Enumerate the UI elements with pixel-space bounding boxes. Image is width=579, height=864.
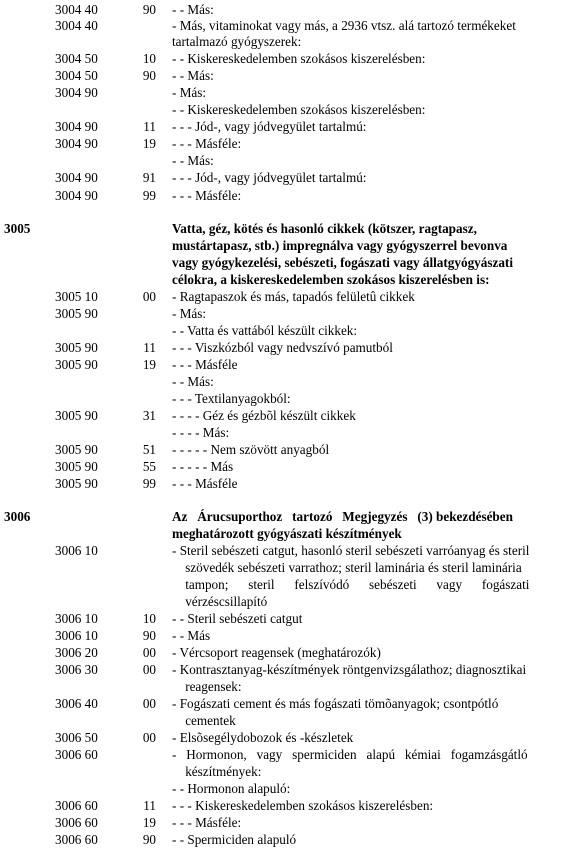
tariff-code: 3004 90 <box>55 136 98 151</box>
sub-code: 11 <box>143 340 156 355</box>
item-description: reagensek: <box>172 679 242 694</box>
sub-code: 31 <box>142 408 156 423</box>
item-description: - - Más: <box>172 153 214 168</box>
sub-code: 90 <box>142 2 156 17</box>
tariff-code: 3004 90 <box>55 119 98 134</box>
sub-code: 00 <box>142 289 156 304</box>
item-description: - - - Másféle <box>172 357 238 372</box>
sub-code: 00 <box>142 645 156 660</box>
tariff-code: 3006 20 <box>55 645 98 660</box>
tariff-code: 3004 90 <box>55 170 98 185</box>
item-description: - Más: <box>172 306 207 321</box>
item-description: - Más, vitaminokat vagy más, a 2936 vtsz. alá tartozó termékeket <box>172 18 516 33</box>
tariff-code: 3006 60 <box>55 747 98 762</box>
item-description: - Ragtapaszok és más, tapadós felületû cikkek <box>172 289 415 304</box>
sub-code: 55 <box>142 459 156 474</box>
tariff-code: 3006 60 <box>55 815 98 830</box>
sub-code: 00 <box>142 696 156 711</box>
tariff-code: 3004 90 <box>55 188 98 203</box>
item-description: - - - Másféle: <box>172 815 242 830</box>
tariff-code: 3006 30 <box>55 662 98 677</box>
sub-code: 90 <box>142 832 156 847</box>
item-description: - - Steril sebészeti catgut <box>172 611 303 626</box>
sub-code: 51 <box>142 442 156 457</box>
item-description: - - - Textilanyagokból: <box>172 391 291 406</box>
item-description: - - - Másféle <box>172 476 238 491</box>
item-description: - Kontrasztanyag-készítmények röntgenvizsgálathoz; diagnosztikai <box>172 662 527 677</box>
sub-code: 90 <box>142 68 156 83</box>
item-description: - - - Másféle: <box>172 188 242 203</box>
item-description: - Steril sebészeti catgut, hasonló steril sebészeti varróanyag és steril <box>172 543 530 558</box>
tariff-code: 3004 40 <box>55 2 98 17</box>
item-description: - - Más: <box>172 374 214 389</box>
item-description: tampon; steril felszívódó sebészeti vagy fogászati <box>172 577 530 592</box>
item-description: - Vércsoport reagensek (meghatározók) <box>172 645 381 660</box>
item-description: - - Kiskereskedelemben szokásos kiszerelésben: <box>172 51 426 66</box>
item-description: - - Más <box>172 628 211 643</box>
item-description: - - - - - Nem szövött anyagból <box>172 442 330 457</box>
item-description: - Elsõsegélydobozok és -készletek <box>172 730 354 745</box>
item-description: - - Hormonon alapuló: <box>172 781 291 796</box>
item-description: - - Vatta és vattából készült cikkek: <box>172 323 358 338</box>
heading-description: vagy gyógykezelési, sebészeti, fogászati vagy állatgyógyászati <box>172 255 513 270</box>
sub-code: 00 <box>142 730 156 745</box>
heading-description: Vatta, géz, kötés és hasonló cikkek (kötszer, ragtapasz, <box>172 221 477 236</box>
item-description: vérzéscsillapító <box>172 594 268 609</box>
tariff-code: 3005 90 <box>55 408 98 423</box>
tariff-code: 3004 50 <box>55 51 98 66</box>
heading-code: 3005 <box>4 221 31 236</box>
tariff-code: 3005 10 <box>55 289 98 304</box>
tariff-code: 3005 90 <box>55 476 98 491</box>
tariff-code: 3004 40 <box>55 18 98 33</box>
tariff-code: 3006 50 <box>55 730 98 745</box>
sub-code: 91 <box>142 170 156 185</box>
item-description: - - Spermiciden alapuló <box>172 832 297 847</box>
heading-code: 3006 <box>4 509 31 524</box>
item-description: szövedék sebészeti varrathoz; steril laminária és steril laminária <box>172 560 522 575</box>
tariff-code: 3006 60 <box>55 798 98 813</box>
tariff-code: 3005 90 <box>55 442 98 457</box>
item-description: - - - - Más: <box>172 425 230 440</box>
tariff-code: 3005 90 <box>55 340 98 355</box>
tariff-code: 3004 90 <box>55 85 98 100</box>
tariff-code: 3006 10 <box>55 628 98 643</box>
item-description: - - - Viszkózból vagy nedvszívó pamutból <box>172 340 393 355</box>
tariff-code: 3006 60 <box>55 832 98 847</box>
item-description: - Fogászati cement és más fogászati tömõanyagok; csontpótló <box>172 696 499 711</box>
sub-code: 99 <box>142 476 156 491</box>
sub-code: 10 <box>142 611 156 626</box>
tariff-code: 3006 10 <box>55 543 98 558</box>
heading-description: célokra, a kiskereskedelemben szokásos kiszerelésben is: <box>172 272 490 287</box>
sub-code: 19 <box>142 136 156 151</box>
item-description: tartalmazó gyógyszerek: <box>172 34 302 49</box>
item-description: cementek <box>172 713 236 728</box>
sub-code: 00 <box>142 662 156 677</box>
sub-code: 10 <box>142 51 156 66</box>
sub-code: 19 <box>142 357 156 372</box>
heading-description: Az Árucsuporthoz tartozó Megjegyzés (3) bekezdésében <box>172 509 513 524</box>
tariff-code: 3006 10 <box>55 611 98 626</box>
tariff-code: 3005 90 <box>55 357 98 372</box>
item-description: - - Más: <box>172 2 214 17</box>
tariff-code: 3006 40 <box>55 696 98 711</box>
tariff-code: 3005 90 <box>55 306 98 321</box>
heading-description: mustártapasz, stb.) impregnálva vagy gyógyszerrel bevonva <box>172 238 508 253</box>
sub-code: 99 <box>142 188 156 203</box>
sub-code: 90 <box>142 628 156 643</box>
item-description: - - - - Géz és gézbõl készült cikkek <box>172 408 356 423</box>
item-description: - - - - - Más <box>172 459 234 474</box>
sub-code: 19 <box>142 815 156 830</box>
heading-description: meghatározott gyógyászati készítmények <box>172 526 402 541</box>
sub-code: 11 <box>143 798 156 813</box>
item-description: - Hormonon, vagy spermiciden alapú kémiai fogamzásgátló <box>172 747 528 762</box>
sub-code: 11 <box>143 119 156 134</box>
item-description: - - - Jód-, vagy jódvegyület tartalmú: <box>172 119 367 134</box>
item-description: - - - Jód-, vagy jódvegyület tartalmú: <box>172 170 367 185</box>
tariff-code: 3004 50 <box>55 68 98 83</box>
item-description: - - Más: <box>172 68 214 83</box>
item-description: - - - Kiskereskedelemben szokásos kiszerelésben: <box>172 798 434 813</box>
item-description: - - - Másféle: <box>172 136 242 151</box>
tariff-code: 3005 90 <box>55 459 98 474</box>
item-description: - - Kiskereskedelemben szokásos kiszerelésben: <box>172 102 426 117</box>
item-description: készítmények: <box>172 764 262 779</box>
item-description: - Más: <box>172 85 207 100</box>
